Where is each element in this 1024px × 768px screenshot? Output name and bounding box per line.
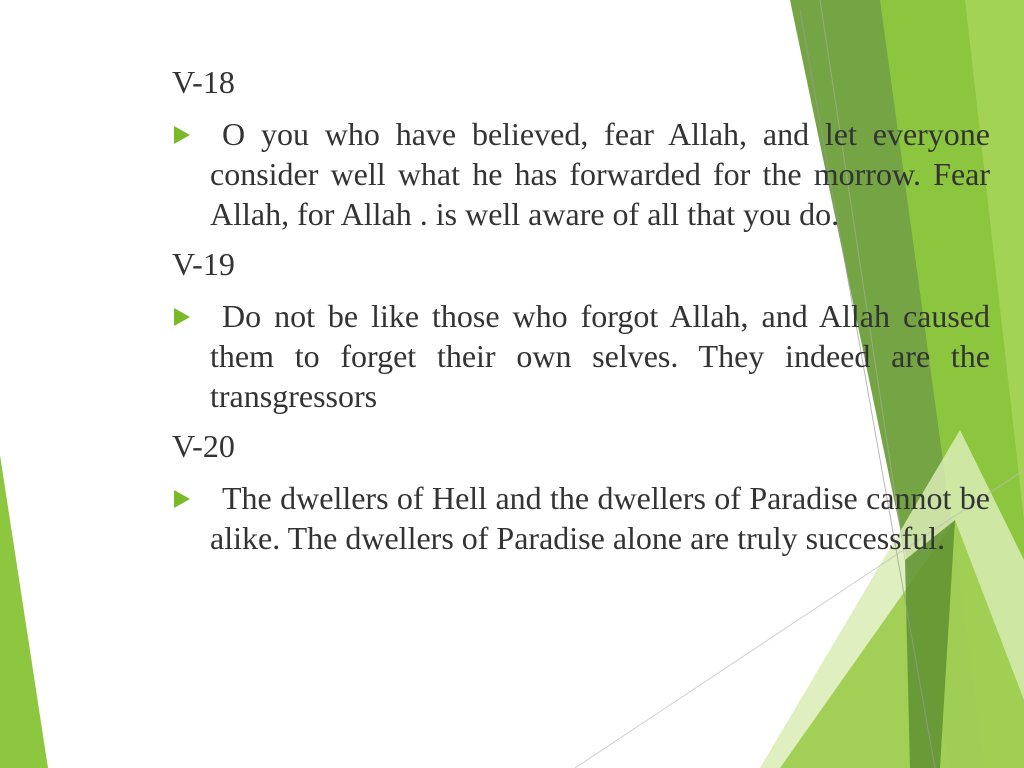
verse-label-18: V-18: [172, 64, 235, 100]
verse-label-20: V-20: [172, 428, 235, 464]
slide-content: [172, 62, 990, 568]
verse-20-text: The dwellers of Hell and the dwellers of Paradise cannot be alike. The dwellers of Paradise alone are truly successful.: [210, 480, 990, 556]
verse-20-bullet: [172, 478, 990, 558]
verse-label-19: V-19: [172, 246, 235, 282]
verse-19-bullet: [172, 296, 990, 416]
verse-18-bullet: [172, 114, 990, 234]
bullet-arrow-icon: [174, 308, 190, 326]
left-green-sliver: [0, 455, 48, 768]
bullet-arrow-icon: [174, 490, 190, 508]
verse-19-text: Do not be like those who forgot Allah, and Allah caused them to forget their own selves. They indeed are the transgressors: [210, 298, 990, 414]
verse-18-text: O you who have believed, fear Allah, and let everyone consider well what he has forwarded for the morrow. Fear Allah, for Allah . is well aware of all that you do.: [210, 116, 990, 232]
bullet-arrow-icon: [174, 126, 190, 144]
